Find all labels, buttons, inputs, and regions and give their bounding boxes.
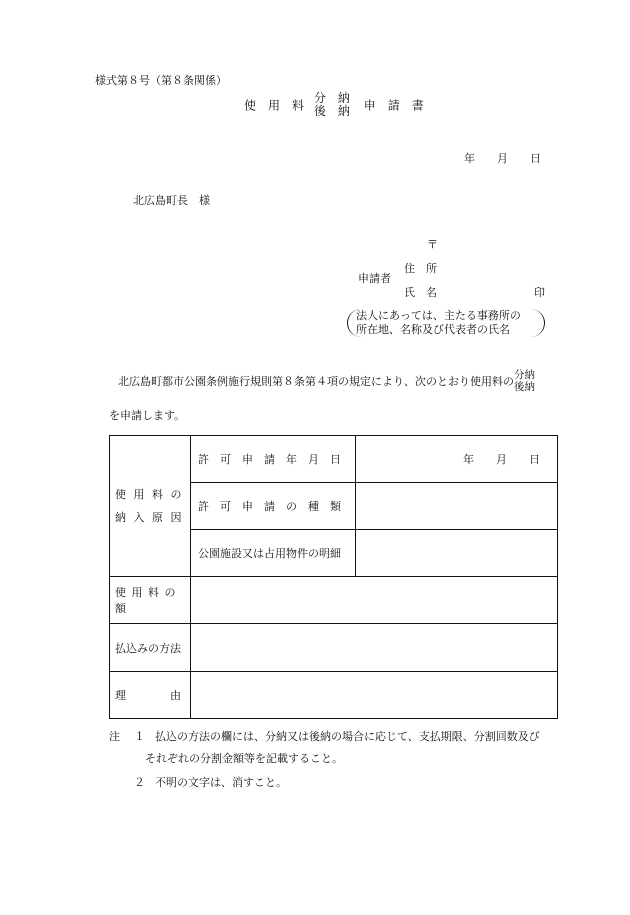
application-table — [109, 435, 558, 719]
permit-type-label: 許 可 申 請 の 種 類 — [191, 483, 356, 530]
title-stack-top: 分 納 — [313, 91, 350, 105]
corporate-note-line1: 法人にあっては、主たる事務所の — [356, 309, 521, 322]
body-text — [118, 369, 535, 393]
note-2-number: ２ — [134, 776, 145, 789]
date-line: 年 月 日 — [464, 152, 541, 165]
title-suffix: 申 請 書 — [363, 98, 424, 113]
permit-type-value[interactable] — [356, 483, 558, 530]
note-1-number: １ — [134, 730, 145, 743]
table-row — [110, 436, 558, 483]
title-prefix: 使 用 料 — [244, 98, 305, 113]
table-row — [110, 672, 558, 719]
corporate-note-line2: 所在地、名称及び代表者の氏名 — [356, 323, 510, 336]
fee-cause-label-line1: 使 用 料 の — [115, 488, 184, 501]
corporate-note — [356, 309, 521, 337]
seal-mark: 印 — [534, 286, 545, 299]
facility-detail-value[interactable] — [356, 530, 558, 577]
payment-method-value[interactable] — [191, 624, 558, 672]
document-title — [244, 92, 424, 118]
table-row — [110, 624, 558, 672]
permit-date-value[interactable]: 年 月 日 — [356, 436, 558, 483]
notes-prefix: 注 — [109, 730, 120, 743]
applicant-label: 申請者 — [358, 272, 391, 285]
body-stack — [514, 369, 535, 393]
title-stack-bottom: 後 納 — [313, 104, 350, 118]
title-stack — [314, 92, 350, 118]
note-1-line1: 払込の方法の欄には、分納又は後納の場合に応じて、支払期限、分割回数及び — [155, 730, 540, 743]
postal-mark: 〒 — [427, 238, 438, 251]
address-label: 住 所 — [404, 262, 437, 275]
addressee: 北広島町長 様 — [133, 194, 210, 207]
facility-detail-label: 公園施設又は占用物件の明細 — [191, 530, 356, 577]
fee-amount-label: 使 用 料 の 額 — [110, 577, 191, 624]
fee-cause-label-line2: 納 入 原 因 — [115, 511, 184, 524]
body-stack-bottom: 後納 — [514, 381, 535, 393]
reason-value[interactable] — [191, 672, 558, 719]
body-text-main: 北広島町都市公園条例施行規則第８条第４項の規定により、次のとおり使用料の — [118, 375, 514, 388]
note-2-line1: 不明の文字は、消すこと。 — [155, 776, 287, 789]
permit-date-label: 許 可 申 請 年 月 日 — [191, 436, 356, 483]
payment-method-label: 払込みの方法 — [110, 624, 191, 672]
name-label: 氏 名 — [404, 286, 437, 299]
table-row — [110, 577, 558, 624]
reason-label: 理 由 — [110, 672, 191, 719]
note-1-line2: それぞれの分割金額等を記載すること。 — [145, 752, 343, 765]
body-text-end: を申請します。 — [109, 409, 186, 422]
body-stack-top: 分納 — [514, 369, 535, 381]
fee-amount-value[interactable] — [191, 577, 558, 624]
form-number: 様式第８号（第８条関係） — [95, 74, 227, 87]
fee-cause-label — [110, 436, 191, 577]
